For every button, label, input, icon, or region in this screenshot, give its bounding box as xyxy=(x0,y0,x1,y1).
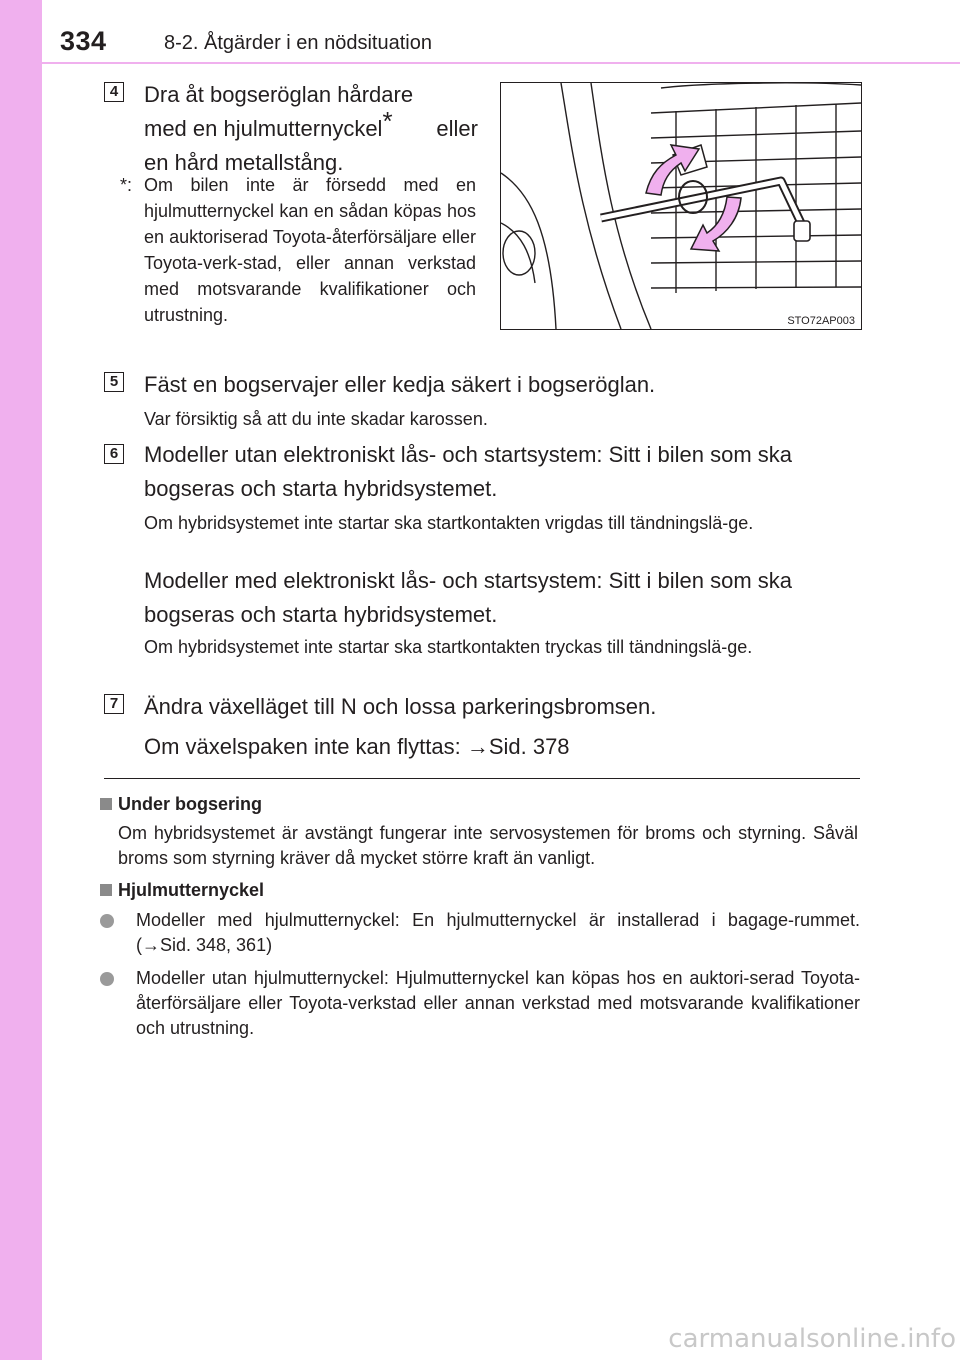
section-divider xyxy=(104,778,860,779)
bumper-grille-drawing xyxy=(501,83,861,329)
watermark: carmanualsonline.info xyxy=(668,1324,956,1354)
step-4-line-2-end: eller xyxy=(436,116,478,141)
step-6-note-2: Om hybridsystemet inte startar ska startkontakten tryckas till tändningslä-ge. xyxy=(144,637,753,657)
list-item xyxy=(100,908,860,958)
step-5-number: 5 xyxy=(104,372,124,392)
step-4-number: 4 xyxy=(104,82,124,102)
step-4-footnote xyxy=(120,172,476,328)
list-item xyxy=(100,966,860,1041)
header-divider xyxy=(42,62,960,64)
square-bullet-icon xyxy=(100,798,112,810)
square-bullet-icon xyxy=(100,884,112,896)
bullet-text: Modeller med hjulmutternyckel: En hjulmutternyckel är installerad i bagage-rummet. (→Sid. 348, 361) xyxy=(136,910,860,955)
page-number: 334 xyxy=(60,26,107,56)
page-side-tab xyxy=(0,0,42,1360)
step-7-text-2: Om växelspaken inte kan flyttas: →Sid. 378 xyxy=(144,734,570,759)
step-7-number: 7 xyxy=(104,694,124,714)
step-5-note: Var försiktig så att du inte skadar karossen. xyxy=(144,409,488,429)
section-heading-wrench-text: Hjulmutternyckel xyxy=(118,880,265,900)
step-6-number: 6 xyxy=(104,444,124,464)
section-title: 8-2. Åtgärder i en nödsituation xyxy=(164,32,432,54)
tow-eyelet-illustration xyxy=(500,82,862,330)
circle-bullet-icon xyxy=(100,972,114,986)
section-heading-wrench xyxy=(100,877,264,903)
step-4-line-1: Dra åt bogseröglan hårdare xyxy=(144,82,414,107)
step-5-text: Fäst en bogservajer eller kedja säkert i bogseröglan. xyxy=(144,372,656,397)
step-4-line-2 xyxy=(144,106,478,146)
section-heading-towing xyxy=(100,791,262,817)
step-7-text: Ändra växelläget till N och lossa parkeringsbromsen. xyxy=(144,694,657,719)
footnote-mark: *: xyxy=(120,175,133,195)
circle-bullet-icon xyxy=(100,914,114,928)
step-6-text: Modeller utan elektroniskt lås- och startsystem: Sitt i bilen som ska bogseras och starta hybridsystemet. xyxy=(144,442,793,501)
figure-code: STO72AP003 xyxy=(787,315,855,327)
step-4-line-3: en hård metallstång. xyxy=(144,150,344,175)
step-4-line-2-text: med en hjulmutternyckel xyxy=(144,116,383,141)
section-towing-body: Om hybridsystemet är avstängt fungerar inte servosystemen för broms och styrning. Såväl broms som styrning kräver då mycket större kraft än vanligt. xyxy=(118,823,858,868)
footnote-text: Om bilen inte är försedd med en hjulmutternyckel kan en sådan köpas hos en auktoriserad Toyota-återförsäljare eller Toyota-verk-stad, eller annan verkstad med motsvarande kvalifikationer och utrustning. xyxy=(144,175,476,325)
section-heading-towing-text: Under bogsering xyxy=(118,794,263,814)
step-6-note: Om hybridsystemet inte startar ska startkontakten vrigdas till tändningslä-ge. xyxy=(144,513,754,533)
step-4-text xyxy=(144,78,478,180)
step-6-text-2: Modeller med elektroniskt lås- och startsystem: Sitt i bilen som ska bogseras och starta hybridsystemet. xyxy=(144,568,793,627)
footnote-star: * xyxy=(382,106,393,136)
bullet-text: Modeller utan hjulmutternyckel: Hjulmutternyckel kan köpas hos en auktori-serad Toyota-återförsäljare eller Toyota-verkstad eller annan verkstad med motsvarande kvalifikationer och utrustning. xyxy=(136,968,860,1038)
